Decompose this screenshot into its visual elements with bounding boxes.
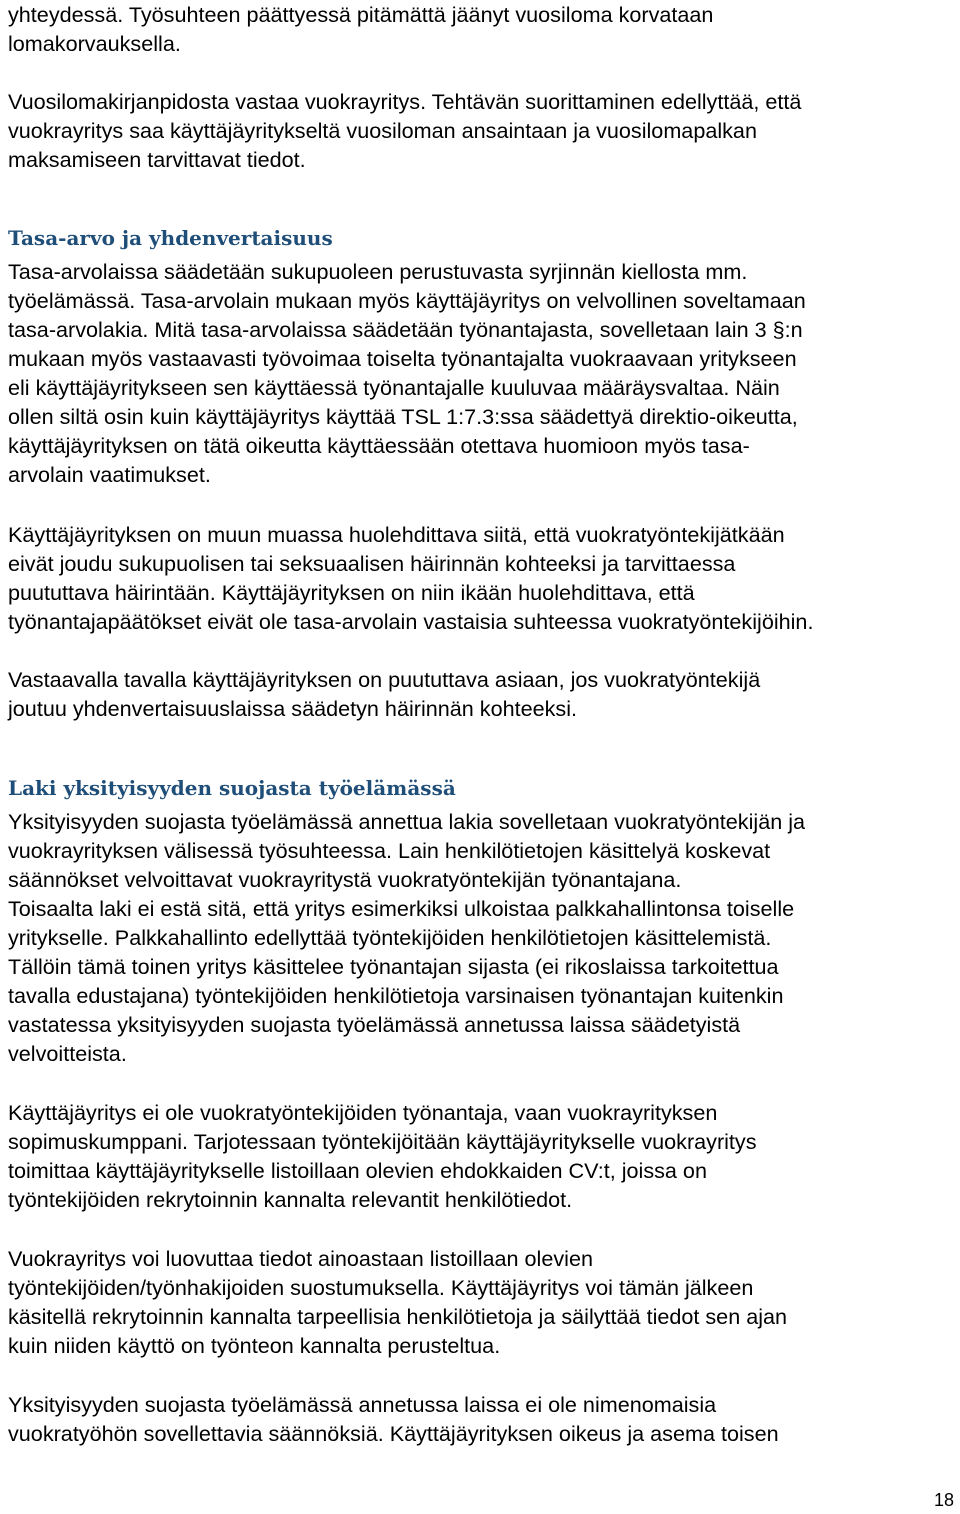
paragraph-line: Vastaavalla tavalla käyttäjäyrityksen on puututtava asiaan, jos vuokratyöntekijä xyxy=(8,667,761,692)
paragraph-line: arvolain vaatimukset. xyxy=(8,462,211,487)
paragraph-line: lomakorvauksella. xyxy=(8,31,181,56)
paragraph-line: Vuosilomakirjanpidosta vastaa vuokrayritys. Tehtävän suorittaminen edellyttää, että xyxy=(8,89,802,114)
page-number: 18 xyxy=(933,1490,954,1510)
paragraph-line: yhteydessä. Työsuhteen päättyessä pitämättä jäänyt vuosiloma korvataan xyxy=(8,2,714,27)
paragraph-line: toimittaa käyttäjäyritykselle listoillaan olevien ehdokkaiden CV:t, joissa on xyxy=(8,1158,707,1183)
paragraph-line: vuokratyöhön sovellettavia säännöksiä. Käyttäjäyrityksen oikeus ja asema toisen xyxy=(8,1421,779,1446)
paragraph-line: työntekijöiden rekrytoinnin kannalta relevantit henkilötiedot. xyxy=(8,1187,573,1212)
paragraph-line: puututtava häirintään. Käyttäjäyrityksen on niin ikään huolehdittava, että xyxy=(8,580,695,605)
paragraph-line: työelämässä. Tasa-arvolain mukaan myös käyttäjäyritys on velvollinen soveltamaan xyxy=(8,288,806,313)
paragraph-line: Tasa-arvolaissa säädetään sukupuoleen perustuvasta syrjinnän kiellosta mm. xyxy=(8,259,748,284)
section-heading-tasa-arvo: Tasa-arvo ja yhdenvertaisuus xyxy=(8,226,333,250)
paragraph-line: kuin niiden käyttö on työnteon kannalta perusteltua. xyxy=(8,1333,501,1358)
paragraph-line: vuokrayritys saa käyttäjäyritykseltä vuosiloman ansaintaan ja vuosilomapalkan xyxy=(8,118,757,143)
paragraph-line: työntekijöiden/työnhakijoiden suostumuksella. Käyttäjäyritys voi tämän jälkeen xyxy=(8,1275,754,1300)
paragraph-line: ollen siltä osin kuin käyttäjäyritys käyttää TSL 1:7.3:ssa säädettyä direktio-oikeutta, xyxy=(8,404,798,429)
paragraph-line: yritykselle. Palkkahallinto edellyttää työntekijöiden henkilötietojen käsittelemistä. xyxy=(8,925,772,950)
paragraph-line: Käyttäjäyritys ei ole vuokratyöntekijöiden työnantaja, vaan vuokrayrityksen xyxy=(8,1100,718,1125)
paragraph-line: Yksityisyyden suojasta työelämässä annetussa laissa ei ole nimenomaisia xyxy=(8,1392,717,1417)
paragraph-line: vuokrayrityksen välisessä työsuhteessa. Lain henkilötietojen käsittelyä koskevat xyxy=(8,838,771,863)
paragraph-line: käsitellä rekrytoinnin kannalta tarpeellisia henkilötietoja ja säilyttää tiedot sen ajan xyxy=(8,1304,788,1329)
paragraph-line: eli käyttäjäyritykseen sen käyttäessä työnantajalle kuuluvaa määräysvaltaa. Näin xyxy=(8,375,780,400)
paragraph-line: joutuu yhdenvertaisuuslaissa säädetyn häirinnän kohteeksi. xyxy=(8,696,577,721)
paragraph-line: tavalla edustajana) työntekijöiden henkilötietoja varsinaisen työnantajan kuitenkin xyxy=(8,983,784,1008)
paragraph-line: maksamiseen tarvittavat tiedot. xyxy=(8,147,306,172)
paragraph-line: eivät joudu sukupuolisen tai seksuaalisen häirinnän kohteeksi ja tarvittaessa xyxy=(8,551,736,576)
paragraph-line: Vuokrayritys voi luovuttaa tiedot ainoastaan listoillaan olevien xyxy=(8,1246,593,1271)
paragraph-line: mukaan myös vastaavasti työvoimaa toiselta työnantajalta vuokraavaan yritykseen xyxy=(8,346,797,371)
section-heading-yksityisyys: Laki yksityisyyden suojasta työelämässä xyxy=(8,776,456,800)
paragraph-line: työnantajapäätökset eivät ole tasa-arvolain vastaisia suhteessa vuokratyöntekijöihin. xyxy=(8,609,814,634)
paragraph-line: käyttäjäyrityksen on tätä oikeutta käyttäessään otettava huomioon myös tasa- xyxy=(8,433,750,458)
paragraph-line: velvoitteista. xyxy=(8,1041,127,1066)
paragraph-line: Tällöin tämä toinen yritys käsittelee työnantajan sijasta (ei rikoslaissa tarkoitettua xyxy=(8,954,779,979)
paragraph-line: sopimuskumppani. Tarjotessaan työntekijöitään käyttäjäyritykselle vuokrayritys xyxy=(8,1129,757,1154)
paragraph-line: Käyttäjäyrityksen on muun muassa huolehdittava siitä, että vuokratyöntekijätkään xyxy=(8,522,785,547)
paragraph-line: Yksityisyyden suojasta työelämässä annettua lakia sovelletaan vuokratyöntekijän ja xyxy=(8,809,806,834)
paragraph-line: tasa-arvolakia. Mitä tasa-arvolaissa säädetään työnantajasta, sovelletaan lain 3 §:n xyxy=(8,317,803,342)
paragraph-line: säännökset velvoittavat vuokrayritystä vuokratyöntekijän työnantajana. xyxy=(8,867,682,892)
paragraph-line: vastatessa yksityisyyden suojasta työelämässä annetussa laissa säädetyistä xyxy=(8,1012,741,1037)
paragraph-line: Toisaalta laki ei estä sitä, että yritys esimerkiksi ulkoistaa palkkahallintonsa toiselle xyxy=(8,896,795,921)
